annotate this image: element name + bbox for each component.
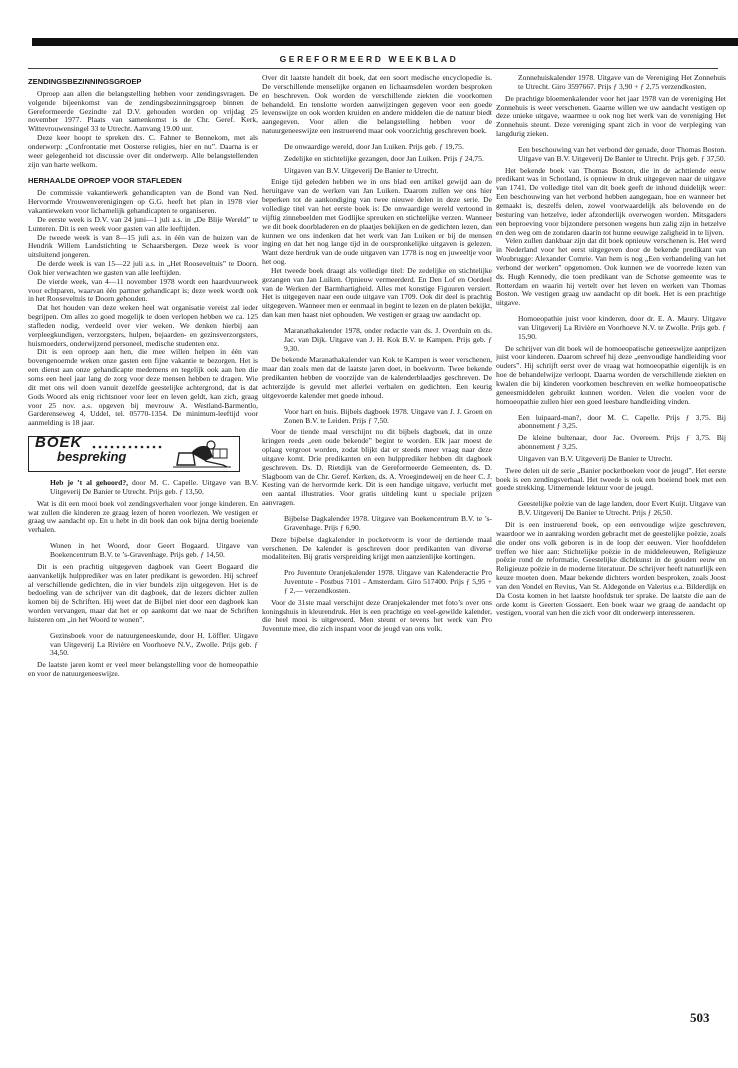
review-heading: Een luipaard-man?, door M. C. Capelle. Prijs ƒ 3,75. Bij abonnement ƒ 3,25. (518, 412, 726, 431)
paragraph: Dit is een prachtig uitgegeven dagboek van Geert Bogaard die aanvankelijk hulpprediker was en later predikant is geworden. Hij schreef al verschillende gedichten, die in vier bundels zijn uitgegeven. Het is de bedoeling van de schrijver van dit dagboek, dat de lezers dichter zullen komen bij de Schriften. Hij weet dat de Bijbel niet door een dagboek kan worden vervangen, maar dat het er op aankomt dat we naar de Schriften luisteren om „in het Woord te wonen”. (28, 561, 258, 624)
review-title: Heb je ’t al gehoord?, (50, 478, 129, 488)
review-details: door M. C. Capelle. Uitgave van B.V. Uitgeverij De Banier te Utrecht. Prijs geb. ƒ 13,50. (50, 478, 258, 496)
paragraph: De tweede week is van 8—15 juli a.s. in één van de huizen van de Hendrik Willem Landstichting te Schaarsbergen. Deze week is voor uitsluitend jongeren. (28, 232, 258, 260)
banner-boek: BOEK (35, 434, 83, 452)
review-heading: Geestelijke poëzie van de lage landen, door Evert Kuijt. Uitgave van B.V. Uitgeverij De Banier te Utrecht. Prijs ƒ 26,50. (518, 499, 726, 518)
paragraph: Twee delen uit de serie „Banier pocketboeken voor de jeugd”. Het eerste boek is een zendingsverhaal. Het tweede is ook een boeiend boek met een goede strekking. Uitnemende lektuur voor de jeugd. (496, 465, 726, 493)
paragraph: Dit is een instruerend boek, op een eenvoudige wijze geschreven, waardoor we in aanraking worden gebracht met de geestelijke poëzie, zoals die onder ons volk geboren is in de loop der eeuwen. Vier hoofddelen treffen we hier aan: Stichtelijke poëzie in de middeleeuwen, Religieuze poëzie rond de reformatie, Geestelijke dichtkunst in de gouden eeuw en Religieuze poëzie in de moderne literatuur. De schrijver heeft natuurlijk een keuze moeten doen. Maar bekende dichters worden besproken, zoals Joost van den Vondel en Revius, Van St. Aldegonde en Valerius e.a. Bilderdijk en Da Costa komen in het laatste hoofdstuk ter sprake. De laatste die aan de orde komt is Geerten Gossaert. Een boek waar we graag de aandacht op vestigen, vooral van hen die zich voor dit onderwerp interesseren. (496, 519, 726, 618)
column-1 (28, 74, 258, 1024)
review-heading: De onwaardige wereld, door Jan Luiken. Prijs geb. ƒ 19,75. (284, 141, 464, 151)
paragraph: De eerste week is D.V. van 24 juni—1 juli a.s. in „De Blije Wereld” te Lunteren. Dit is een week voor gasten van alle leeftijden. (28, 214, 258, 233)
heading-herhaalde-oproep: HERHAALDE OPROEP VOOR STAFLEDEN (28, 176, 182, 186)
paragraph: Velen zullen dankbaar zijn dat dit boek opnieuw verschenen is. Het werd in Nederland voor het eerst uitgegeven door de bekende predikant van Woubrugge: Alexander Comrie. Van hem is nog „Een verhandeling van het verbond der werken” opgenomen. Ook kunnen we de voorrede lezen van ds. Hugh Kennedy, die toen predikant van de Schotse gemeente was te Rotterdam en waarin hij vertelt over het leven en werken van Thomas Boston. We vestigen graag uw aandacht op dit boek. Het is een prachtige uitgave. (496, 236, 726, 308)
review-heading: Een beschouwing van het verbond der genade, door Thomas Boston. Uitgave van B.V. Uitgeverij De Banier te Utrecht. Prijs geb. ƒ 37,50. (518, 144, 726, 163)
review-heading: Zedelijke en stichtelijke gezangen, door Jan Luiken. Prijs ƒ 24,75. (284, 153, 484, 163)
top-black-bar (32, 38, 738, 46)
review-publisher: Uitgaven van B.V. Uitgeverij De Banier te Utrecht. (284, 165, 439, 175)
column-2 (262, 74, 492, 1024)
paragraph: Enige tijd geleden hebben we in ons blad een artikel gewijd aan de heruitgave van de werken van Jan Luiken. Daarom zullen we ons hier beperken tot de aankondiging van twee nieuwe delen in deze serie. De volledige titel van het eerste boek is: De onwaardige wereld vertoond in vijftig zinnebeelden met Godlijke spreuken en stichtelijke verzen. Wanneer we dit boek doorbladeren en de plaatjes bekijken en de gedichten lezen, dan kunnen we ons indenken dat het werk van Jan Luiken er bij de mensen inging en dat het nog lange tijd in de oorspronkelijke uitgaven is gelezen. Want deze herdruk van de oude uitgaven van 1778 is nog en juweeltje voor het oog. (262, 177, 492, 267)
paragraph: De bekende Maranathakalender van Kok te Kampen is weer verschenen, maar dan zoals men dat de laatste jaren doet, in boekvorm. Twee bekende predikanten hebben de voorzijde van de kalenderblaadjes geschreven. De achterzijde is gevuld met allerlei verhalen en gedichten. Een keurig uitgevoerde kalender met goede inhoud. (262, 355, 492, 400)
review-heading: De kleine bultenaar, door Jac. Overeem. Prijs ƒ 3,75. Bij abonnement ƒ 3,25. (518, 433, 726, 452)
header-rule (28, 68, 718, 69)
paragraph: De derde week is van 15—22 juli a.s. in „Het Rooseveltuis” te Doorn. Ook hier verwachten we gasten van alle leeftijden. (28, 259, 258, 277)
paragraph: Het tweede boek draagt als volledige titel: De zedelijke en stichtelijke gezangen van Jan Luiken. Opnieuw vermeerderd. En Den Lof en Oordeel van de Werken der Barmhartigheid. Alles met konstige Figuuren versiert. Het is uitgegeven naar een oude uitgave van 1709. Ook dit deel is prachtig uitgegeven. Wanneer men er eenmaal in begint te lezen en de platen bekijkt, dan kan men haast niet ophouden. We vestigen er graag uw aandacht op. (262, 265, 492, 320)
review-heading: Homoeopathie juist voor kinderen, door dr. E. A. Maury. Uitgave van Uitgeverij La Rivière en Voorhoeve N.V. te Zwolle. Prijs geb. ƒ 15,90. (518, 314, 726, 341)
heading-zendingsbezinningsgroep: ZENDINGSBEZINNINGSGROEP (28, 77, 142, 86)
paragraph: Deze bijbelse dagkalender in pocketvorm is voor de dertiende maal verschenen. De kalender is geschreven door predikanten van diverse modaliteiten. Bij gratis verspreiding krijgt men aanzienlijke kortingen. (262, 534, 492, 562)
paragraph: Het bekende boek van Thomas Boston, die in de achttiende eeuw predikant was in Schotland, is opnieuw in druk uitgegeven naar de uitgave van 1741. De volledige titel van dit boek geeft de inhoud duidelijk weer: Een beschouwing van het verbond hebben aangegaan, hoe en wanneer het gemaakt is, deszelfs delen, zowel voorwaardelijk als belovende en de besturing van hetzelve, ieder afzonderlijk overwogen worden. Mitsgaders een beproeving voor bijzondere personen wegens hun zalig zijn in hetzelve en den weg om de zondaren daarin tot hunne eeuwige zaligheid in te lijven. (496, 165, 726, 237)
column-3 (496, 74, 726, 1024)
boekbespreking-banner (28, 436, 240, 472)
review-heading (28, 479, 258, 497)
paragraph: Oproep aan allen die belangstelling hebben voor zendingsvragen. De volgende bijeenkomst van de zendingsbezinningsgroep binnen de Gereformeerde Gezindte zal D.V. gehouden worden op vrijdag 25 november 1977. Plaats van samenkomst is de Chr. Geref. Kerk, Wittevrouwensingel 33 te Utrecht. Aanvang 19.00 uur. (28, 88, 258, 134)
paragraph: Dit is een oproep aan hen, die mee willen helpen in één van bovengenoemde weken onze gasten een fijne vakantie te bezorgen. Het is een dienst aan onze gehandicapte medemens en tegelijk ook aan hen die soms een heel jaar lang de zorg voor deze mensen hebben te dragen. Wie dit met ons wil doen vanuit dezelfde geestelijke achtergrond, dat is dat Gods Woord als enig richtsnoer voor leer en leven geldt, kan zich, graag voor 25 nov. a.s. opgeven bij mevrouw A. Westland-Barmentlo, Garderenseweg 4, Uddel, tel. 05770-1354. De minimum-leeftijd voor aanmelding is 18 jaar. (28, 347, 258, 428)
paragraph: De commissie vakantiewerk gehandicapten van de Bond van Ned. Hervormde Vrouwenverenigingen op G.G. heeft het plan in 1978 vier vakantieweken voor lichamelijk gehandicapten te organiseren. (28, 188, 258, 215)
reader-in-chair-illustration (169, 439, 235, 469)
review-heading: Voor hart en huis. Bijbels dagboek 1978. Uitgave van J. J. Groen en Zonen B.V. te Leiden. Prijs ƒ 7,50. (284, 406, 492, 425)
review-heading: Maranathakalender 1978, onder redactie van ds. J. Overduin en ds. Jac. van Dijk. Uitgave van J. H. Kok B.V. te Kampen. Prijs geb. ƒ 9,30. (284, 325, 492, 353)
paragraph: De vierde week, van 4—11 november 1978 wordt een haardvuurweek voor echtparen, waarvan één partner gehandicapt is; deze week wordt ook in het Rooseveltuis te Doorn gehouden. (28, 276, 258, 304)
review-publisher: Uitgaven van B.V. Uitgeverij De Banier te Utrecht. (518, 453, 673, 463)
paragraph: Dat het houden van deze weken heel wat organisatie vereist zal ieder begrijpen. Om alles zo goed mogelijk te doen verlopen hebben we ca. 125 stafleden nodig, verdeeld over vier weken. We denken hierbij aan verpleegkundigen, verzorgsters, hulpen, bejaarden- en gezinsverzorgsters, huismoeders, onderwijzend personeel, medische studenten enz. (28, 303, 258, 348)
review-heading: Gezinsboek voor de natuurgeneeskunde, door H. Löffler. Uitgave van Uitgeverij La Rivière en Voorhoeve N.V., Zwolle. Prijs geb. ƒ 34,50. (50, 630, 258, 658)
paragraph: De prachtige bloemenkalender voor het jaar 1978 van de vereniging Het Zonnehuis is weer verschenen. Gaarne willen we uw aandacht vestigen op deze unieke uitgave, waarmee u ook nog het werk van de vereniging Het Zonnehuis steunt. Deze vereniging spant zich in voor de verpleging van langdurig zieken. (496, 93, 726, 139)
paragraph: Deze keer hoopt te spreken drs. C. Fahner te Bennekom, met als onderwerp: „Confrontatie met Oosterse religies, hier en nu”. Daarna is er weer gelegenheid tot discussie over dit onderwerp. Alle belangstellenden zijn van harte welkom. (28, 133, 258, 169)
review-heading: Zonnehuiskalender 1978. Uitgave van de Vereniging Het Zonnehuis te Utrecht. Giro 3597667. Prijs ƒ 3,90 + ƒ 2,75 verzendkosten. (518, 74, 726, 91)
review-heading: Bijbelse Dagkalender 1978. Uitgave van Boekencentrum B.V. te ’s-Gravenhage. Prijs ƒ 6,90. (284, 513, 492, 532)
paragraph: Voor de 31ste maal verschijnt deze Oranjekalender met foto’s over ons koningshuis in kleurendruk. Het is een prachtige en veel-gewilde kalender, die heel mooi is uitgevoerd. Men steunt er tevens het werk van Pro Juventute mee, die zich inspant voor de jeugd van ons volk. (262, 597, 492, 634)
paragraph: De laatste jaren komt er veel meer belangstelling voor de homeopathie en voor de natuurgeneeswijze. (28, 660, 258, 679)
page-number: 503 (690, 1010, 710, 1025)
paragraph: Wat is dit een mooi boek vol zendingsverhalen voor jonge kinderen. En wat zullen die kinderen ze graag lezen of horen voorlezen. We vestigen er graag uw aandacht op. En u hebt in dit boek dan ook bijna dertig boeiende verhalen. (28, 498, 258, 535)
paragraph: Voor de tiende maal verschijnt nu dit bijbels dagboek, dat in onze kringen reeds „een oude bekende” begint te worden. Elk jaar moest de oplaag vergroot worden, zodat blijkt dat er steeds meer vraag naar deze uitgave komt. Drie predikanten en een hulpprediker hebben dit dagboek geschreven. Ds. D. Rietdijk van de Gereformeerde Gemeenten, ds. D. Slagboom van de Chr. Geref. Kerken, ds. A. Vroegindeweij en de heer C. J. Kesting van de hervormde kerk. Dit is een handige uitgave, verlucht met een aantal illustraties. Voor gratis uitdeling kunt u speciale prijzen aanvragen. (262, 427, 492, 508)
paragraph: De schrijver van dit boek wil de homoeopatische geneeswijze aanprijzen juist voor kinderen. Daarom schreef hij deze „eenvoudige handleiding voor ouders”. Hij schrijft eerst over de vraag wat homoeopathie eigenlijk is en hoe de behandelwijze verloopt. Daarna worden de verschillende ziekten en kwalen die bij kinderen voorkomen beschreven en welke homoeopatische geneesmiddelen gebruikt kunnen worden. Velen die voelen voor de homoeopathie zullen hier een goed leesbare handleiding vinden. (496, 343, 726, 406)
paragraph: Over dit laatste handelt dit boek, dat een soort medische encyclopedie is. De verschillende menselijke organen en lichaamsdelen worden besproken en beschreven. Ook worden de verschillende ziekten die voorkomen behandeld. En tenslotte worden aanwijzingen gegeven voor een goede levenswijze en ook worden kruiden en andere middelen die de natuur biedt aangegeven. Voor allen die belangstelling hebben voor de natuurgeneeswijze een instruerend maar ook voorzichtig geschreven boek. (262, 74, 492, 136)
banner-bespreking: bespreking (57, 449, 127, 465)
running-title: GEREFORMEERD WEEKBLAD (279, 54, 459, 64)
review-heading: Pro Juventute Oranjekalender 1978. Uitgave van Kalenderactie Pro Juventute - Postbus 7101 - Amsterdam. Giro 517400. Prijs ƒ 5,95 + ƒ 2,— verzendkosten. (284, 568, 492, 595)
review-heading: Wonen in het Woord, door Geert Bogaard. Uitgave van Boekencentrum B.V. te ’s-Gravenhage. Prijs geb. ƒ 14,50. (50, 541, 258, 559)
